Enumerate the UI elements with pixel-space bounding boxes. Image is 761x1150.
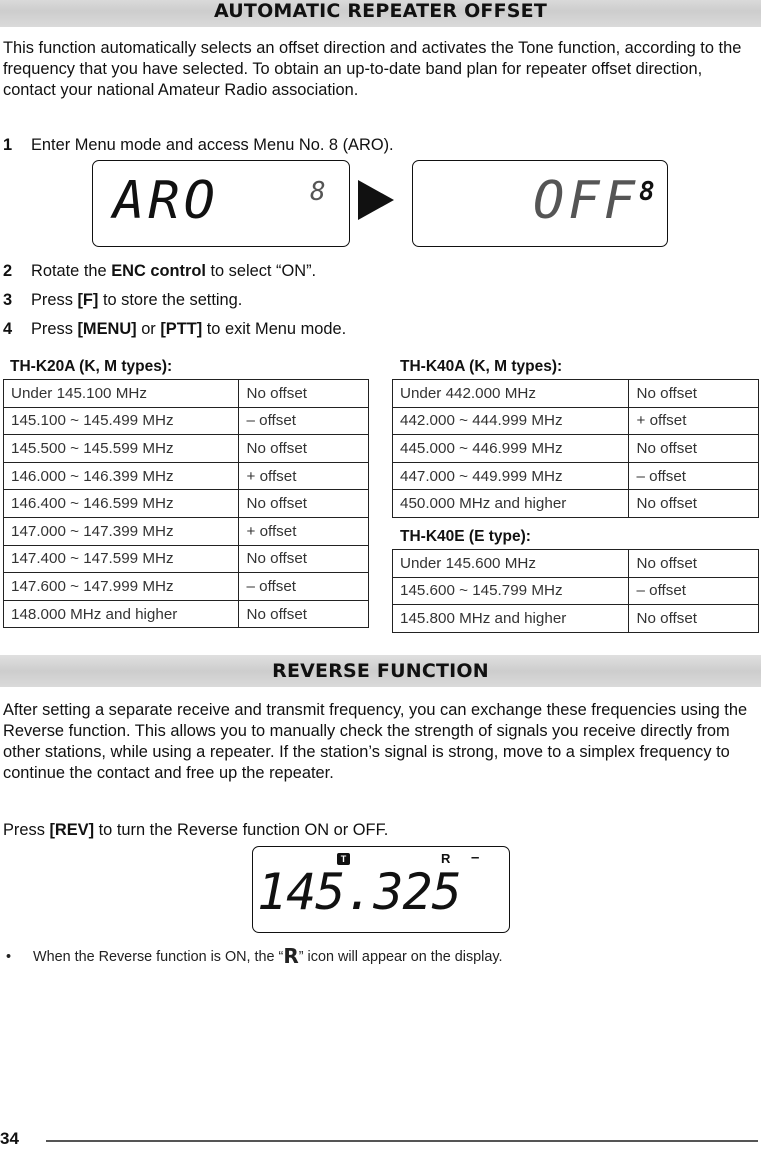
offset-direction: No offset <box>629 435 759 463</box>
arrow-right-icon <box>358 180 394 220</box>
reverse-paragraph: After setting a separate receive and transmit frequency, you can exchange these frequencies using the Reverse function. This allows you to manually check the strength of signals you receive directly from other stations, while using a repeater. If the station’s signal is strong, move to a simplex frequency to continue the contact and free up the repeater. <box>3 701 748 782</box>
table-row <box>4 380 369 408</box>
offset-direction: + offset <box>629 407 759 435</box>
instruction-text: to turn the Reverse function ON or OFF. <box>94 821 389 839</box>
offset-direction: + offset <box>239 517 369 545</box>
table-row <box>393 550 759 578</box>
step-number: 4 <box>3 320 13 338</box>
band-table-th-k40e <box>392 549 759 633</box>
frequency-range: 146.000 ~ 146.399 MHz <box>4 462 239 490</box>
key-name: [REV] <box>49 821 95 839</box>
offset-direction: No offset <box>629 490 759 518</box>
step-2 <box>3 261 316 282</box>
bullet-mark: • <box>6 949 12 965</box>
table-row <box>4 435 369 463</box>
lcd-display-setting <box>412 160 668 247</box>
table-row <box>393 462 759 490</box>
frequency-range: 447.000 ~ 449.999 MHz <box>393 462 629 490</box>
frequency-range: 148.000 MHz and higher <box>4 600 239 628</box>
step-text: Rotate the <box>31 262 112 280</box>
frequency-range: 445.000 ~ 446.999 MHz <box>393 435 629 463</box>
table-row <box>4 490 369 518</box>
lcd-menu-number: 8 <box>310 177 326 207</box>
step-3 <box>3 290 242 311</box>
offset-direction: No offset <box>239 545 369 573</box>
reverse-r-icon: R <box>283 944 299 968</box>
frequency-range: 450.000 MHz and higher <box>393 490 629 518</box>
control-name: ENC control <box>111 262 206 280</box>
table-row <box>4 517 369 545</box>
table-row <box>4 462 369 490</box>
lcd-display-menu-name <box>92 160 350 247</box>
table-row <box>4 545 369 573</box>
frequency-range: 145.800 MHz and higher <box>393 605 629 633</box>
lcd-display-frequency <box>252 846 510 933</box>
tone-icon: T <box>337 853 350 865</box>
step-4 <box>3 319 346 340</box>
key-name: [PTT] <box>160 320 203 338</box>
frequency-range: Under 442.000 MHz <box>393 380 629 408</box>
frequency-range: 442.000 ~ 444.999 MHz <box>393 407 629 435</box>
frequency-range: Under 145.600 MHz <box>393 550 629 578</box>
offset-direction: No offset <box>239 600 369 628</box>
offset-direction: No offset <box>239 380 369 408</box>
frequency-range: 147.600 ~ 147.999 MHz <box>4 573 239 601</box>
page-number: 34 <box>0 1129 19 1148</box>
step-text: Press <box>31 320 78 338</box>
step-text: Press <box>31 291 78 309</box>
offset-direction: – offset <box>629 577 759 605</box>
offset-direction: – offset <box>629 462 759 490</box>
offset-direction: No offset <box>629 380 759 408</box>
step-number: 3 <box>3 291 13 309</box>
table-row <box>393 407 759 435</box>
table-row <box>393 577 759 605</box>
note-text: ” icon will appear on the display. <box>298 949 503 965</box>
table-row <box>393 435 759 463</box>
footer-rule <box>46 1140 758 1142</box>
step-text: to store the setting. <box>98 291 243 309</box>
band-table-th-k40a <box>392 379 759 518</box>
lcd-text: OFF <box>533 171 639 231</box>
instruction-text: Press <box>3 821 50 839</box>
table-title-th-k40a: TH-K40A (K, M types): <box>400 358 563 375</box>
frequency-range: 147.400 ~ 147.599 MHz <box>4 545 239 573</box>
frequency-range: 146.400 ~ 146.599 MHz <box>4 490 239 518</box>
note-text: When the Reverse function is ON, the “ <box>33 949 284 965</box>
offset-direction: No offset <box>239 490 369 518</box>
key-name: [F] <box>77 291 99 309</box>
table-title-th-k40e: TH-K40E (E type): <box>400 528 531 545</box>
step-1 <box>3 135 394 156</box>
lcd-text: ARO <box>113 171 219 231</box>
step-text: to select “ON”. <box>205 262 317 280</box>
frequency-range: 145.500 ~ 145.599 MHz <box>4 435 239 463</box>
press-rev-instruction <box>3 820 388 841</box>
table-title-th-k20a: TH-K20A (K, M types): <box>10 358 173 375</box>
step-text: to exit Menu mode. <box>202 320 347 338</box>
offset-direction: No offset <box>239 435 369 463</box>
reverse-note <box>6 944 503 968</box>
offset-direction: + offset <box>239 462 369 490</box>
offset-direction: – offset <box>239 407 369 435</box>
table-row <box>4 573 369 601</box>
frequency-range: 145.100 ~ 145.499 MHz <box>4 407 239 435</box>
step-text: Enter Menu mode and access Menu No. 8 (ARO). <box>31 136 394 154</box>
table-row <box>393 490 759 518</box>
step-number: 1 <box>3 136 13 154</box>
lcd-menu-number: 8 <box>639 177 655 207</box>
reverse-r-icon: R <box>441 851 451 866</box>
offset-direction: No offset <box>629 605 759 633</box>
frequency-range: 147.000 ~ 147.399 MHz <box>4 517 239 545</box>
intro-paragraph: This function automatically selects an offset direction and activates the Tone function, according to the frequency that you have selected. To obtain an up-to-date band plan for repeater offset direction, contact your national Amateur Radio association. <box>3 39 742 99</box>
section-title-reverse-function: REVERSE FUNCTION <box>0 655 761 687</box>
table-row <box>393 380 759 408</box>
minus-offset-icon: – <box>471 849 480 866</box>
frequency-range: 145.600 ~ 145.799 MHz <box>393 577 629 605</box>
lcd-frequency: 145.325 <box>257 863 461 921</box>
step-text: or <box>136 320 161 338</box>
table-row <box>393 605 759 633</box>
band-table-th-k20a <box>3 379 369 628</box>
key-name: [MENU] <box>77 320 137 338</box>
step-number: 2 <box>3 262 13 280</box>
offset-direction: – offset <box>239 573 369 601</box>
offset-direction: No offset <box>629 550 759 578</box>
section-title-automatic-repeater-offset: AUTOMATIC REPEATER OFFSET <box>0 0 761 27</box>
table-row <box>4 600 369 628</box>
table-row <box>4 407 369 435</box>
frequency-range: Under 145.100 MHz <box>4 380 239 408</box>
